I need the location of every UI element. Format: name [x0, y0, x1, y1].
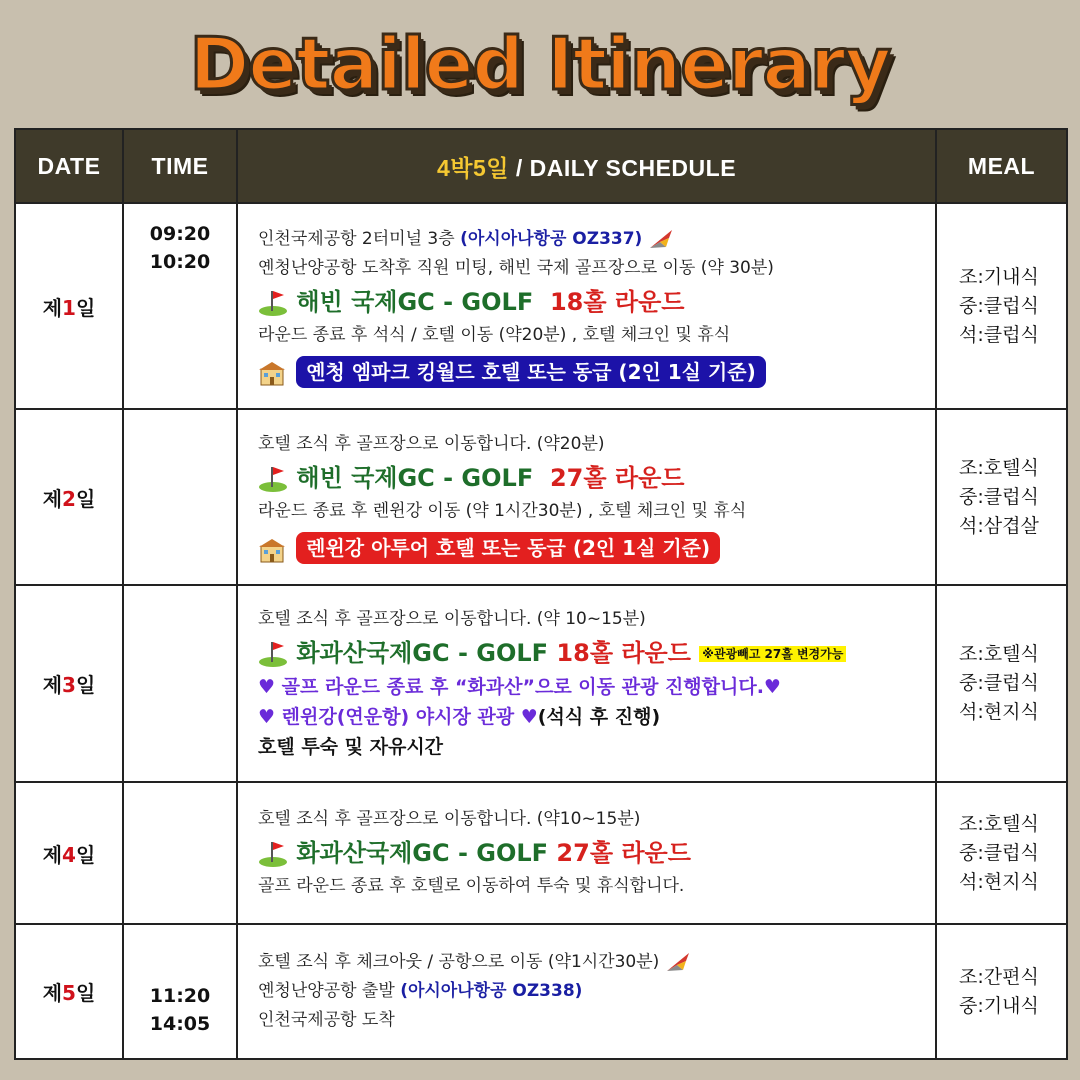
schedule-line: 옌청난양공항 도착후 직원 미팅, 해빈 국제 골프장으로 이동 (약 30분) — [258, 257, 774, 278]
golf-round: 18홀 라운드 — [556, 639, 691, 667]
time-cell — [123, 782, 237, 924]
page-title: Detailed Itinerary — [189, 22, 891, 106]
schedule-line: 호텔 투숙 및 자유시간 — [258, 736, 444, 758]
hotel-line — [258, 356, 935, 388]
schedule-cell — [237, 203, 936, 409]
header-meal: MEAL — [936, 129, 1067, 203]
meal-dinner: 석:현지식 — [959, 701, 1039, 723]
meal-cell — [936, 585, 1067, 782]
meal-cell — [936, 924, 1067, 1059]
day-label: 제1일 — [15, 203, 123, 409]
golf-flag-icon — [258, 289, 288, 317]
golf-flag-icon — [258, 640, 288, 668]
day-label: 제2일 — [15, 409, 123, 585]
golf-round-line — [258, 634, 935, 672]
tour-line: ♥ 골프 라운드 종료 후 “화과산”으로 이동 관광 진행합니다.♥ — [258, 676, 781, 698]
golf-round-line — [258, 834, 935, 872]
golf-round: 27홀 라운드 — [549, 464, 685, 492]
flight-info: (아시아나항공 OZ337) — [460, 228, 643, 249]
schedule-line: 골프 라운드 종료 후 호텔로 이동하여 투숙 및 휴식합니다. — [258, 876, 685, 896]
day-label: 제5일 — [15, 924, 123, 1059]
golf-course: 해빈 국제GC - GOLF — [296, 287, 534, 316]
golf-course: 화과산국제GC - GOLF — [296, 839, 549, 867]
itinerary-table — [14, 128, 1068, 1060]
meal-dinner: 석:삼겹살 — [959, 514, 1039, 537]
golf-round-line — [258, 459, 935, 497]
schedule-cell — [237, 585, 936, 782]
golf-round: 18홀 라운드 — [549, 287, 685, 316]
option-note: ※관광빼고 27홀 변경가능 — [699, 646, 846, 662]
table-row-day1 — [15, 203, 1067, 409]
tour-note: (석식 후 진행) — [537, 706, 661, 728]
airplane-icon — [648, 228, 674, 250]
hotel-icon — [258, 538, 286, 564]
schedule-cell — [237, 782, 936, 924]
header-schedule-label: / DAILY SCHEDULE — [508, 154, 737, 181]
golf-round: 27홀 라운드 — [556, 839, 691, 867]
golf-course: 해빈 국제GC - GOLF — [296, 464, 534, 492]
schedule-line: 호텔 조식 후 골프장으로 이동합니다. (약10~15분) — [258, 809, 641, 829]
arrival-time: 14:05 — [149, 1013, 211, 1035]
time-cell — [123, 203, 237, 409]
meal-breakfast: 조:호텔식 — [959, 643, 1039, 665]
table-row-day3 — [15, 585, 1067, 782]
arrival-time: 10:20 — [149, 251, 211, 273]
table-row-day4 — [15, 782, 1067, 924]
meal-dinner: 석:클럽식 — [959, 323, 1039, 346]
departure-time: 09:20 — [149, 223, 211, 245]
table-row-day2 — [15, 409, 1067, 585]
schedule-line: 라운드 종료 후 석식 / 호텔 이동 (약20분) , 호텔 체크인 및 휴식 — [258, 324, 731, 345]
hotel-icon — [258, 361, 286, 387]
table-header-row — [15, 129, 1067, 203]
departure-time: 11:20 — [149, 985, 211, 1007]
golf-flag-icon — [258, 840, 288, 868]
day-label: 제3일 — [15, 585, 123, 782]
meal-cell — [936, 782, 1067, 924]
schedule-cell — [237, 409, 936, 585]
schedule-line: 호텔 조식 후 골프장으로 이동합니다. (약20분) — [258, 434, 605, 454]
meal-breakfast: 조:기내식 — [959, 265, 1039, 288]
meal-breakfast: 조:간편식 — [959, 965, 1039, 988]
day-number: 1 — [62, 295, 76, 320]
day-number: 2 — [62, 486, 76, 511]
time-cell — [123, 409, 237, 585]
schedule-line: 라운드 종료 후 렌윈강 이동 (약 1시간30분) , 호텔 체크인 및 휴식 — [258, 501, 747, 521]
header-time: TIME — [123, 129, 237, 203]
schedule-cell — [237, 924, 936, 1059]
flight-info: (아시아나항공 OZ338) — [400, 981, 583, 1001]
day-number: 5 — [62, 981, 76, 1005]
day-label: 제4일 — [15, 782, 123, 924]
meal-breakfast: 조:호텔식 — [959, 456, 1039, 479]
time-cell — [123, 924, 237, 1059]
hotel-line — [258, 532, 935, 564]
meal-breakfast: 조:호텔식 — [959, 812, 1039, 835]
meal-cell — [936, 203, 1067, 409]
schedule-line: 인천국제공항 도착 — [258, 1010, 395, 1030]
table-row-day5 — [15, 924, 1067, 1059]
tour-line: ♥ 렌윈강(연운항) 야시장 관광 ♥(석식 후 진행) — [258, 706, 661, 728]
schedule-line: 호텔 조식 후 골프장으로 이동합니다. (약 10~15분) — [258, 609, 646, 629]
meal-lunch: 중:클럽식 — [959, 485, 1039, 508]
golf-flag-icon — [258, 465, 288, 493]
meal-dinner: 석:현지식 — [959, 870, 1039, 893]
hotel-badge: 렌윈강 아투어 호텔 또는 동급 (2인 1실 기준) — [296, 532, 720, 564]
header-schedule — [237, 129, 936, 203]
golf-round-line — [258, 283, 935, 321]
header-schedule-duration: 4박5일 — [436, 154, 509, 181]
meal-cell — [936, 409, 1067, 585]
schedule-line: 옌청난양공항 출발 (아시아나항공 OZ338) — [258, 981, 583, 1001]
meal-lunch: 중:클럽식 — [959, 841, 1039, 864]
time-cell — [123, 585, 237, 782]
hotel-badge: 옌청 엠파크 킹월드 호텔 또는 동급 (2인 1실 기준) — [296, 356, 766, 388]
schedule-line: 호텔 조식 후 체크아웃 / 공항으로 이동 (약1시간30분) — [258, 948, 935, 977]
header-date: DATE — [15, 129, 123, 203]
meal-lunch: 중:클럽식 — [959, 672, 1039, 694]
day-number: 3 — [62, 673, 76, 697]
airplane-icon — [665, 951, 691, 973]
meal-lunch: 중:기내식 — [959, 994, 1039, 1017]
schedule-line: 인천국제공항 2터미널 3층 (아시아나항공 OZ337) — [258, 225, 935, 254]
golf-course: 화과산국제GC - GOLF — [296, 639, 549, 667]
meal-lunch: 중:클럽식 — [959, 294, 1039, 317]
day-number: 4 — [62, 842, 76, 867]
